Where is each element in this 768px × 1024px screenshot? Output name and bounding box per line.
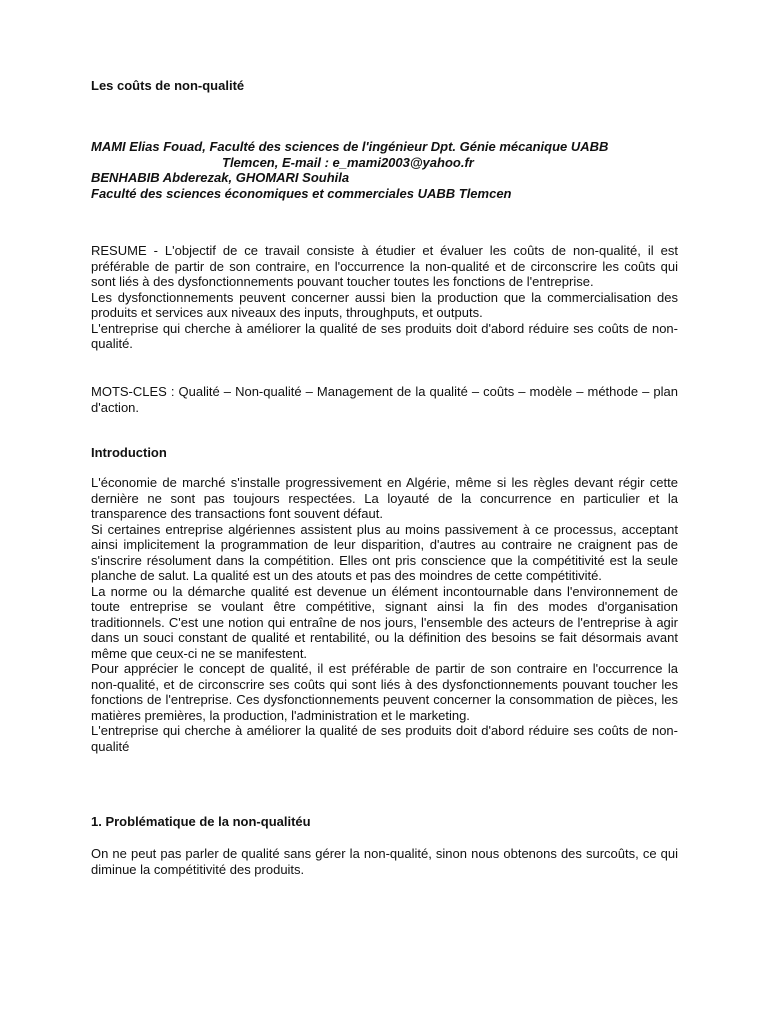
abstract-paragraph-1: RESUME - L'objectif de ce travail consiste à étudier et évaluer les coûts de non-qualité, il est préférable de partir de son contraire, en l'occurrence la non-qualité et de circonscrire les coûts qui sont liés à des dysfonctionnements pouvant toucher toutes les fonctions de l'entreprise. (91, 243, 678, 289)
intro-paragraph-3: La norme ou la démarche qualité est devenue un élément incontournable dans l'environnement de toute entreprise se voulant être compétitive, signant ainsi la fin des modes d'organisation traditionnels. C'est une notion qui entraîne de nos jours, l'ensemble des acteurs de l'entreprise à agir dans un souci constant de qualité et rentabilité, ou la définition des besoins se fait désormais avant même que ceux-ci ne se manifestent. (91, 583, 678, 661)
intro-paragraph-2: Si certaines entreprise algériennes assistent plus au moins passivement à ce processus, acceptant ainsi implicitement la programmation de leur disparition, d'autres au contraire ne craignent pas de s'inscrire résolument dans la compétition. Elles ont pris conscience que la compétitivité est la seule planche de salut. La qualité est un des atouts et pas des moindres de cette compétitivité. (91, 521, 678, 583)
section-1-heading: 1. Problématique de la non-qualitéu (91, 814, 311, 829)
author-block (91, 139, 678, 201)
abstract-paragraph-3: L'entreprise qui cherche à améliorer la qualité de ses produits doit d'abord réduire ses coûts de non-qualité. (91, 320, 678, 351)
author-line-3: BENHABIB Abderezak, GHOMARI Souhila (91, 170, 350, 185)
author-line-1: MAMI Elias Fouad, Faculté des sciences de l'ingénieur Dpt. Génie mécanique UABB (91, 139, 609, 154)
intro-paragraph-1: L'économie de marché s'installe progressivement en Algérie, même si les règles devant régir cette dernière ne sont pas toujours respectées. La loyauté de la concurrence en particulier et la transparence des transactions font souvent défaut. (91, 475, 678, 521)
author-line-4: Faculté des sciences économiques et commerciales UABB Tlemcen (91, 185, 512, 201)
keywords: MOTS-CLES : Qualité – Non-qualité – Management de la qualité – coûts – modèle – méthode – plan d'action. (91, 384, 678, 415)
paper-title: Les coûts de non-qualité (91, 78, 245, 93)
intro-paragraph-4: Pour apprécier le concept de qualité, il est préférable de partir de son contraire en l'occurrence la non-qualité, et de circonscrire ses coûts qui sont liés à des dysfonctionnements pouvant toucher les fonctions de l'entreprise. Ces dysfonctionnements peuvent concerner la consommation de pièces, les matières premières, la production, l'administration et le marketing. (91, 661, 678, 723)
abstract (91, 243, 678, 352)
introduction-body (91, 475, 678, 754)
author-line-2: Tlemcen, E-mail : e_mami2003@yahoo.fr (222, 154, 474, 170)
section-1-paragraph: On ne peut pas parler de qualité sans gérer la non-qualité, sinon nous obtenons des surcoûts, ce qui diminue la compétitivité des produits. (91, 846, 678, 877)
introduction-heading: Introduction (91, 445, 167, 460)
intro-paragraph-5: L'entreprise qui cherche à améliorer la qualité de ses produits doit d'abord réduire ses coûts de non-qualité (91, 723, 678, 754)
abstract-paragraph-2: Les dysfonctionnements peuvent concerner aussi bien la production que la commercialisation des produits et services aux niveaux des inputs, throughputs, et outputs. (91, 289, 678, 320)
